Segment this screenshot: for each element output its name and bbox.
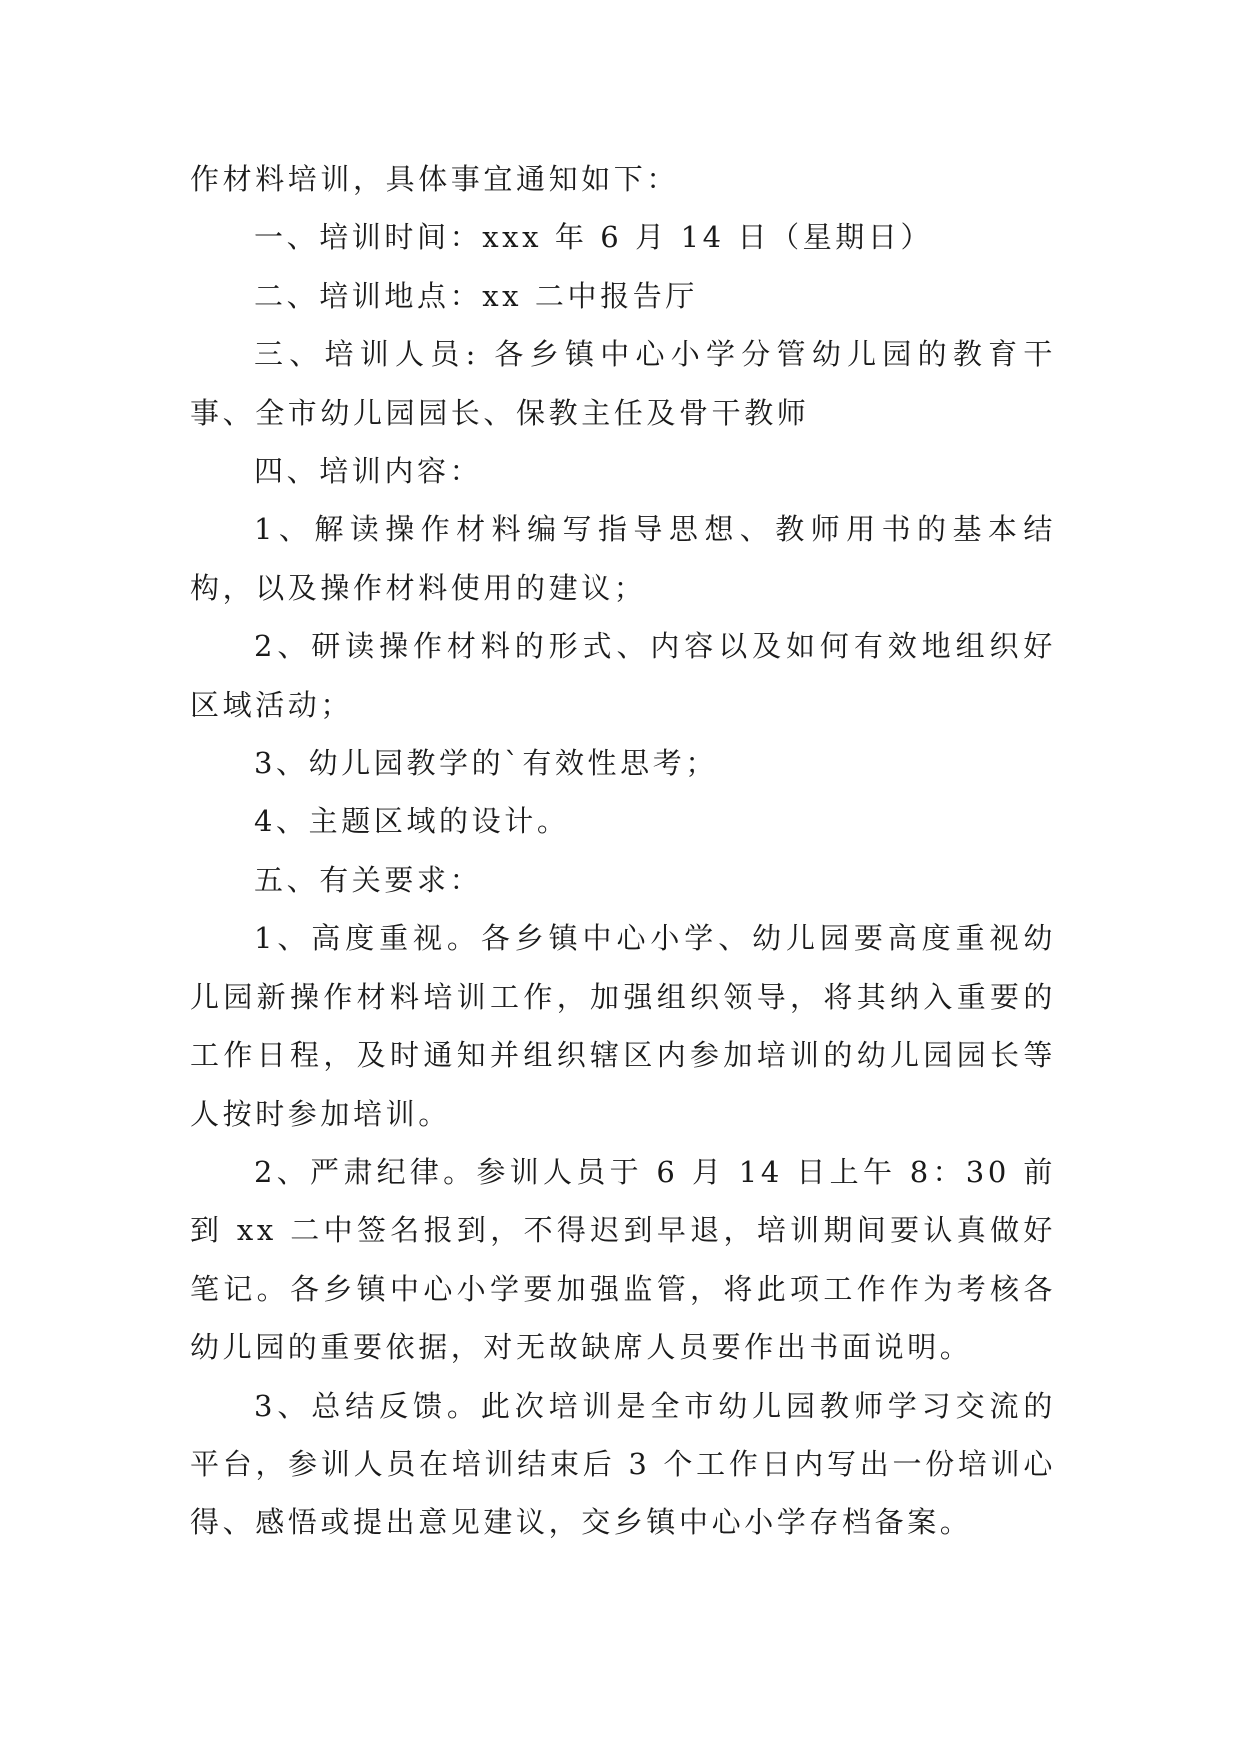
paragraph-requirements-heading: 五、有关要求： [254,862,483,897]
paragraph-requirement-3: 3、总结反馈。此次培训是全市幼儿园教师学习交流的平台，参训人员在培训结束后 3 个工作日内写出一份培训心得、感悟或提出意见建议，交乡镇中心小学存档备案。 [190,1388,1056,1540]
document-body [190,150,1056,1552]
paragraph-training-location: 二、培训地点：xx 二中报告厅 [254,278,698,313]
paragraph-intro-continuation: 作材料培训，具体事宜通知如下： [190,162,680,196]
paragraph-content-item-1: 1、解读操作材料编写指导思想、教师用书的基本结构，以及操作材料使用的建议； [190,512,1056,605]
paragraph-content-item-3: 3、幼儿园教学的`有效性思考； [254,746,718,781]
paragraph-requirement-1: 1、高度重视。各乡镇中心小学、幼儿园要高度重视幼儿园新操作材料培训工作，加强组织领导，将其纳入重要的工作日程，及时通知并组织辖区内参加培训的幼儿园园长等人按时参加培训。 [190,921,1056,1131]
paragraph-requirement-2: 2、严肃纪律。参训人员于 6 月 14 日上午 8：30 前到 xx 二中签名报到，不得迟到早退，培训期间要认真做好笔记。各乡镇中心小学要加强监管，将此项工作作为考核各幼儿园的重要依据，对无故缺席人员要作出书面说明。 [190,1154,1056,1365]
paragraph-training-content-heading: 四、培训内容： [254,454,483,489]
paragraph-training-time: 一、培训时间：xxx 年 6 月 14 日（星期日） [254,220,934,255]
paragraph-content-item-4: 4、主题区域的设计。 [254,804,570,839]
paragraph-content-item-2: 2、研读操作材料的形式、内容以及如何有效地组织好区域活动； [190,629,1056,722]
paragraph-training-participants: 三、培训人员: 各乡镇中心小学分管幼儿园的教育干事、全市幼儿园园长、保教主任及骨干教师 [190,337,1056,430]
